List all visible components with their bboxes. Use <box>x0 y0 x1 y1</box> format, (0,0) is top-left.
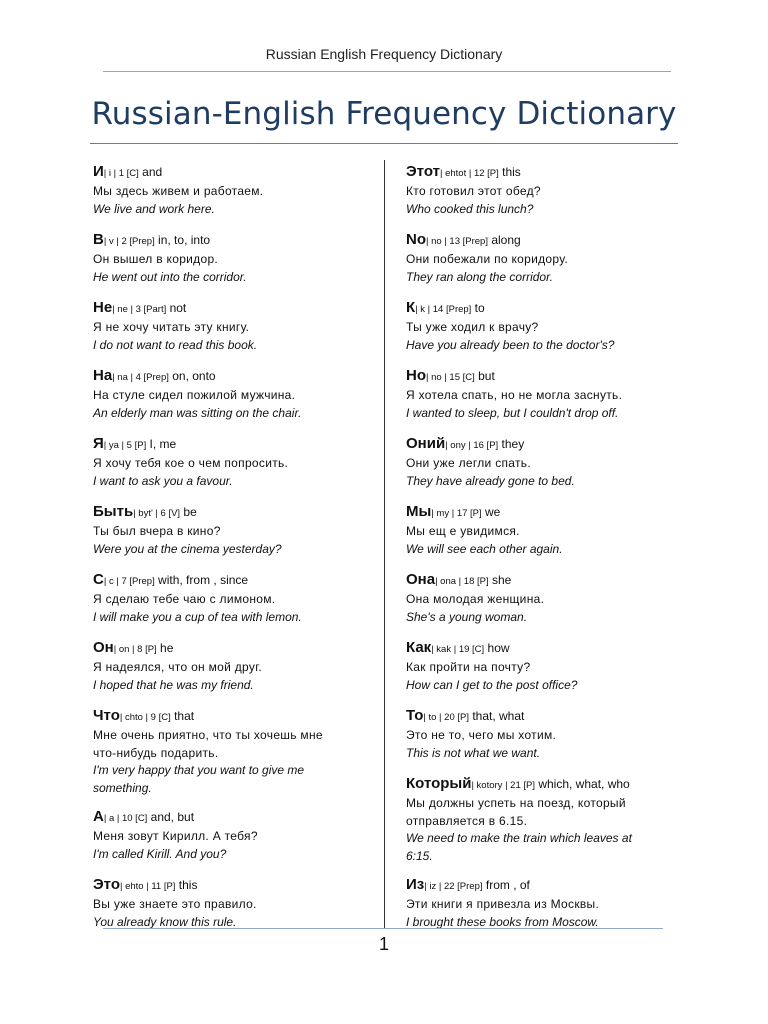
transliteration-rank-pos: | to | 20 [P] <box>423 712 469 723</box>
transliteration-rank-pos: | ya | 5 [P] <box>103 440 147 451</box>
transliteration-rank-pos: | ona | 18 [P] <box>435 576 489 587</box>
russian-example: Эти книги я привезла из Москвы. <box>406 897 600 911</box>
dictionary-entry <box>93 808 368 863</box>
entry-headline <box>406 299 681 319</box>
headword: Из <box>406 876 425 893</box>
english-gloss: with, from , since <box>154 573 249 587</box>
english-gloss: they <box>498 437 525 451</box>
english-translation: We need to make the train which leaves at <box>406 831 632 845</box>
russian-example: Ты был вчера в кино? <box>93 524 221 538</box>
transliteration-rank-pos: | chto | 9 [C] <box>119 712 171 723</box>
headword: Она <box>406 571 436 588</box>
transliteration-rank-pos: | k | 14 [Prep] <box>415 304 472 315</box>
dictionary-entry <box>93 163 368 218</box>
russian-example: Вы уже знаете это правило. <box>93 897 257 911</box>
dictionary-entry <box>93 231 368 286</box>
transliteration-rank-pos: | v | 2 [Prep] <box>103 236 155 247</box>
headword: Я <box>93 435 104 452</box>
dictionary-entry <box>93 299 368 354</box>
headword: Это <box>93 876 120 893</box>
english-translation: I wanted to sleep, but I couldn't drop off. <box>406 405 619 420</box>
english-translation: Who cooked this lunch? <box>406 201 534 216</box>
english-gloss: she <box>488 573 512 587</box>
transliteration-rank-pos: | ony | 16 [P] <box>445 440 499 451</box>
english-translation: I want to ask you a favour. <box>93 473 233 488</box>
russian-example: Это не то, чего мы хотим. <box>406 728 557 742</box>
entry-headline <box>93 808 368 828</box>
english-translation: I'm called Kirill. And you? <box>93 846 227 861</box>
english-gloss: how <box>484 641 510 655</box>
entry-headline <box>406 231 681 251</box>
headword: Он <box>93 639 114 656</box>
headword: Мы <box>406 503 432 520</box>
entry-headline <box>406 775 681 795</box>
headword: С <box>93 571 104 588</box>
english-gloss: but <box>474 369 495 383</box>
russian-example: Я хотела спать, но не могла заснуть. <box>406 388 623 402</box>
russian-example: Как пройти на почту? <box>406 660 531 674</box>
english-translation: How can I get to the post office? <box>406 677 578 692</box>
title-rule <box>90 143 678 144</box>
dictionary-entry <box>406 367 681 422</box>
transliteration-rank-pos: | na | 4 [Prep] <box>112 372 169 383</box>
dictionary-entry <box>93 435 368 490</box>
dictionary-entry <box>93 503 368 558</box>
english-gloss: from , of <box>482 878 530 892</box>
russian-example: Меня зовут Кирилл. А тебя? <box>93 829 258 843</box>
entry-headline <box>93 163 368 183</box>
entry-headline <box>406 639 681 659</box>
english-translation: something. <box>93 780 152 795</box>
entry-headline <box>406 876 681 896</box>
english-gloss: be <box>180 505 197 519</box>
english-gloss: in, to, into <box>154 233 211 247</box>
headword: Оний <box>406 435 446 452</box>
header-rule <box>103 71 671 72</box>
headword: Этот <box>406 163 440 180</box>
english-translation: This is not what we want. <box>406 745 541 760</box>
entry-headline <box>93 299 368 319</box>
transliteration-rank-pos: | ne | 3 [Part] <box>112 304 167 315</box>
english-gloss: that, what <box>469 709 525 723</box>
dictionary-entry <box>406 876 681 931</box>
transliteration-rank-pos: | kotory | 21 [P] <box>471 780 535 791</box>
page-number: 1 <box>378 934 389 954</box>
transliteration-rank-pos: | ehto | 11 [P] <box>119 881 176 892</box>
english-translation: I brought these books from Moscow. <box>406 914 599 929</box>
dictionary-entry <box>406 163 681 218</box>
dictionary-entry <box>93 707 368 797</box>
english-gloss: along <box>487 233 521 247</box>
english-translation: They ran along the corridor. <box>406 269 553 284</box>
dictionary-entry <box>406 707 681 762</box>
english-translation: Were you at the cinema yesterday? <box>93 541 282 556</box>
entry-headline <box>93 571 368 591</box>
transliteration-rank-pos: | i | 1 [C] <box>103 168 139 179</box>
transliteration-rank-pos: | byt' | 6 [V] <box>133 508 181 519</box>
english-translation: They have already gone to bed. <box>406 473 575 488</box>
dictionary-entry <box>406 639 681 694</box>
dictionary-entry <box>406 775 681 865</box>
headword: И <box>93 163 104 180</box>
headword: На <box>93 367 113 384</box>
footer-rule <box>103 928 663 929</box>
dictionary-entry <box>406 231 681 286</box>
english-gloss: and <box>138 165 163 179</box>
entry-headline <box>93 367 368 387</box>
russian-example: Она молодая женщина. <box>406 592 545 606</box>
russian-example: Мы должны успеть на поезд, который <box>406 796 626 810</box>
russian-example: Мы ещ е увидимся. <box>406 524 520 538</box>
headword: Но <box>406 367 426 384</box>
transliteration-rank-pos: | ehtot | 12 [P] <box>439 168 499 179</box>
headword: Быть <box>93 503 134 520</box>
running-header: Russian English Frequency Dictionary <box>265 46 503 62</box>
russian-example: отправляется в 6.15. <box>406 813 528 828</box>
headword: А <box>93 808 104 825</box>
entry-headline <box>93 231 368 251</box>
english-gloss: he <box>156 641 174 655</box>
russian-example: Ты уже ходил к врачу? <box>406 320 539 334</box>
transliteration-rank-pos: | iz | 22 [Prep] <box>424 881 483 892</box>
headword: То <box>406 707 424 724</box>
english-translation: We will see each other again. <box>406 541 563 556</box>
dictionary-entry <box>406 503 681 558</box>
russian-example: Мне очень приятно, что ты хочешь мне <box>93 728 323 742</box>
russian-example: Мы здесь живем и работаем. <box>93 184 264 198</box>
english-translation: An elderly man was sitting on the chair. <box>93 405 302 420</box>
english-translation: Have you already been to the doctor's? <box>406 337 615 352</box>
headword: Как <box>406 639 432 656</box>
column-divider <box>384 160 385 928</box>
dictionary-entry <box>93 571 368 626</box>
russian-example: Они уже легли спать. <box>406 456 531 470</box>
headword: No <box>406 231 426 248</box>
entry-headline <box>93 876 368 896</box>
russian-example: что-нибудь подарить. <box>93 745 219 760</box>
entry-headline <box>93 707 368 727</box>
transliteration-rank-pos: | c | 7 [Prep] <box>103 576 155 587</box>
english-translation: I hoped that he was my friend. <box>93 677 254 692</box>
dictionary-entry <box>406 435 681 490</box>
russian-example: Я сделаю тебе чаю с лимоном. <box>93 592 276 606</box>
entry-headline <box>406 707 681 727</box>
russian-example: Он вышел в коридор. <box>93 252 219 266</box>
dictionary-entry <box>93 639 368 694</box>
russian-example: Я не хочу читать эту книгу. <box>93 320 250 334</box>
english-translation: 6:15. <box>406 848 433 863</box>
dictionary-entry <box>93 367 368 422</box>
transliteration-rank-pos: | no | 15 [C] <box>426 372 475 383</box>
english-translation: He went out into the corridor. <box>93 269 247 284</box>
dictionary-entry <box>406 299 681 354</box>
entry-headline <box>406 503 681 523</box>
english-gloss: this <box>498 165 521 179</box>
english-gloss: which, what, who <box>535 777 630 791</box>
entry-headline <box>406 163 681 183</box>
english-gloss: that <box>170 709 195 723</box>
headword: Что <box>93 707 120 724</box>
english-gloss: not <box>166 301 187 315</box>
entry-headline <box>93 503 368 523</box>
transliteration-rank-pos: | no | 13 [Prep] <box>426 236 488 247</box>
headword: В <box>93 231 104 248</box>
headword: К <box>406 299 416 316</box>
entry-headline <box>93 639 368 659</box>
russian-example: Они побежали по коридору. <box>406 252 568 266</box>
english-gloss: to <box>471 301 485 315</box>
english-gloss: on, onto <box>168 369 216 383</box>
english-translation: We live and work here. <box>93 201 215 216</box>
english-gloss: and, but <box>147 810 195 824</box>
dictionary-entry <box>93 876 368 931</box>
entry-headline <box>93 435 368 455</box>
headword: Не <box>93 299 113 316</box>
russian-example: Кто готовил этот обед? <box>406 184 541 198</box>
russian-example: На стуле сидел пожилой мужчина. <box>93 388 296 402</box>
english-gloss: this <box>175 878 198 892</box>
entry-headline <box>406 435 681 455</box>
transliteration-rank-pos: | a | 10 [C] <box>103 813 148 824</box>
headword: Который <box>406 775 472 792</box>
transliteration-rank-pos: | my | 17 [P] <box>431 508 482 519</box>
transliteration-rank-pos: | on | 8 [P] <box>113 644 157 655</box>
transliteration-rank-pos: | kak | 19 [C] <box>431 644 485 655</box>
dictionary-entry <box>406 571 681 626</box>
russian-example: Я надеялся, что он мой друг. <box>93 660 263 674</box>
entry-headline <box>406 571 681 591</box>
english-gloss: we <box>481 505 501 519</box>
english-translation: She's a young woman. <box>406 609 528 624</box>
english-translation: I do not want to read this book. <box>93 337 258 352</box>
russian-example: Я хочу тебя кое о чем попросить. <box>93 456 289 470</box>
entry-headline <box>406 367 681 387</box>
english-gloss: I, me <box>146 437 177 451</box>
english-translation: I will make you a cup of tea with lemon. <box>93 609 302 624</box>
english-translation: I'm very happy that you want to give me <box>93 763 305 777</box>
document-title: Russian-English Frequency Dictionary <box>91 96 677 132</box>
english-translation: You already know this rule. <box>93 914 237 929</box>
